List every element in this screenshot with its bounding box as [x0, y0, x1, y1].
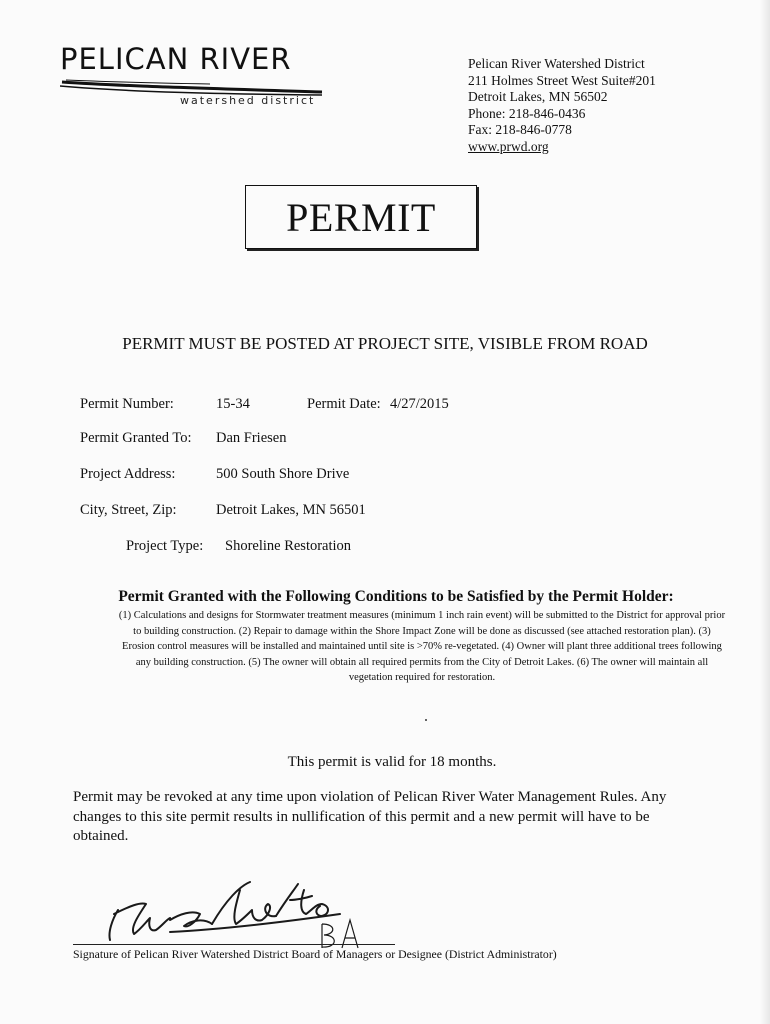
permit-date-label: Permit Date:	[307, 396, 381, 412]
permit-title-box	[245, 185, 477, 249]
address-city: Detroit Lakes, MN 56502	[468, 89, 608, 104]
revocation-statement: Permit may be revoked at any time upon violation of Pelican River Water Management Rules. Any changes to this site permit results in nullification of this permit and a new permit will have to be obtained.	[73, 789, 667, 844]
logo-title: PELICAN RIVER	[60, 42, 292, 76]
city-zip-label: City, Street, Zip:	[80, 502, 177, 518]
website-link[interactable]: www.prwd.org	[468, 138, 549, 154]
district-logo	[60, 42, 330, 117]
validity-statement: This permit is valid for 18 months.	[287, 754, 497, 770]
permit-number-value: 15-34	[216, 396, 250, 412]
city-zip-value: Detroit Lakes, MN 56501	[216, 502, 366, 518]
project-type-value: Shoreline Restoration	[225, 538, 352, 554]
project-address-label: Project Address:	[80, 466, 176, 482]
address-block	[468, 56, 656, 155]
permit-title: PERMIT	[286, 195, 436, 240]
permit-number-label: Permit Number:	[80, 396, 174, 412]
signature-caption: Signature of Pelican River Watershed District Board of Managers or Designee (District Administrator)	[73, 947, 557, 961]
address-phone: Phone: 218-846-0436	[468, 105, 586, 121]
conditions-text: (1) Calculations and designs for Stormwater treatment measures (minimum 1 inch rain event) will be submitted to the District for approval prior to building construction. (2) Repair to damage within the Shore Impact Zone will be done as discussed (see attached restoration plan). (3) Erosion control measures will be installed and maintained until site is >70% re-vegetated. (4) Owner will plant three additional trees following any building construction. (5) The owner will obtain all required permits from the City of Detroit Lakes. (6) The owner will maintain all vegetation required for restoration.	[118, 610, 726, 683]
scan-edge-shadow	[760, 0, 770, 1024]
granted-to-label: Permit Granted To:	[80, 430, 192, 446]
signature-initials: BA	[338, 944, 340, 945]
project-type-label: Project Type:	[126, 538, 204, 554]
address-fax: Fax: 218-846-0778	[468, 122, 572, 137]
address-org: Pelican River Watershed District	[468, 56, 645, 71]
granted-to-value: Dan Friesen	[216, 430, 287, 446]
conditions-heading: Permit Granted with the Following Conditions to be Satisfied by the Permit Holder:	[118, 588, 674, 605]
scan-speck	[425, 719, 427, 721]
logo-subtitle: watershed district	[180, 94, 316, 107]
signature-line	[73, 944, 395, 945]
posting-notice: PERMIT MUST BE POSTED AT PROJECT SITE, VISIBLE FROM ROAD	[122, 334, 648, 353]
permit-date-value: 4/27/2015	[390, 396, 449, 412]
handwritten-signature	[100, 870, 400, 950]
project-address-value: 500 South Shore Drive	[216, 466, 350, 482]
address-street: 211 Holmes Street West Suite#201	[468, 72, 656, 88]
